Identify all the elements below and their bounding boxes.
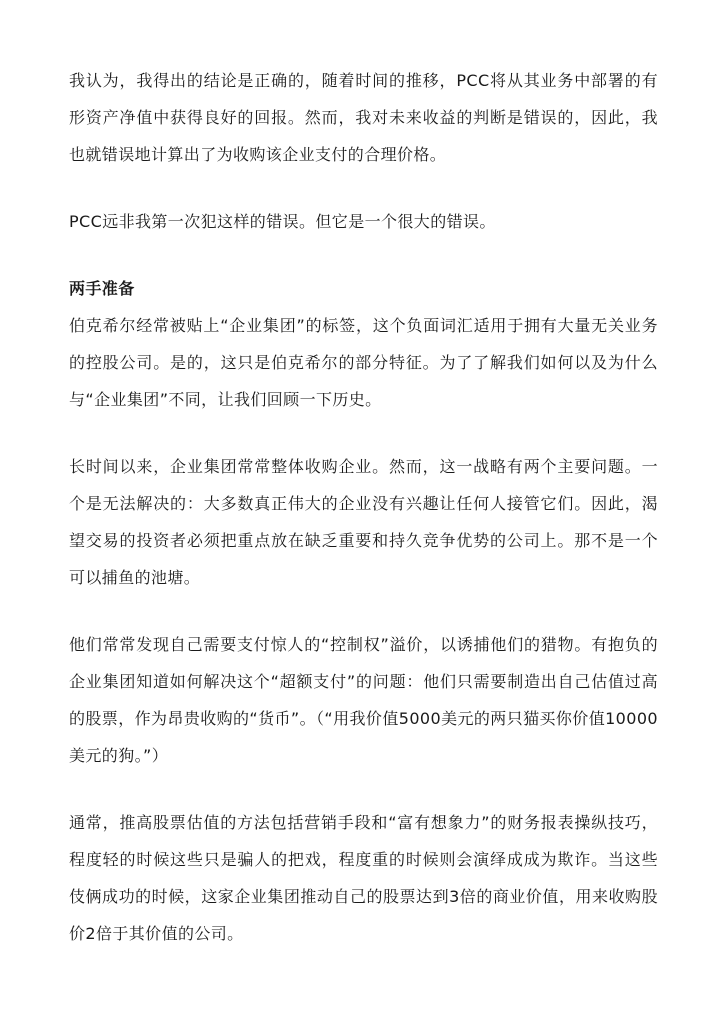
paragraph-acquisition-strategy: 长时间以来，企业集团常常整体收购企业。然而，这一战略有两个主要问题。一个是无法解决的：大多数真正伟大的企业没有兴趣让任何人接管它们。因此，渴望交易的投资者必须把重点放在缺乏重要和持久竞争优势的公司上。那不是一个可以捕鱼的池塘。 — [69, 457, 658, 587]
paragraph-valuation-tricks: 通常，推高股票估值的方法包括营销手段和“富有想象力”的财务报表操纵技巧，程度轻的时候这些只是骗人的把戏，程度重的时候则会演绎成成为欺诈。当这些伎俩成功的时候，这家企业集团推动自己的股票达到3倍的商业价值，用来收购股价2倍于其价值的公司。 — [69, 813, 658, 943]
section-heading: 两手准备 — [69, 279, 135, 298]
paragraph-pcc-conclusion: 我认为，我得出的结论是正确的，随着时间的推移，PCC将从其业务中部署的有形资产净值中获得良好的回报。然而，我对未来收益的判断是错误的，因此，我也就错误地计算出了为收购该企业支付的合理价格。 — [69, 71, 658, 164]
paragraph-pcc-mistake: PCC远非我第一次犯这样的错误。但它是一个很大的错误。 — [69, 212, 496, 231]
paragraph-control-premium: 他们常常发现自己需要支付惊人的“控制权”溢价，以诱捕他们的猎物。有抱负的企业集团知道如何解决这个“超额支付”的问题：他们只需要制造出自己估值过高的股票，作为昂贵收购的“货币”。（“用我价值5000美元的两只猫买你价值10000美元的狗。”） — [69, 635, 658, 765]
paragraph-conglomerate-label: 伯克希尔经常被贴上“企业集团”的标签，这个负面词汇适用于拥有大量无关业务的控股公司。是的，这只是伯克希尔的部分特征。为了了解我们如何以及为什么与“企业集团”不同，让我们回顾一下历史。 — [69, 316, 658, 409]
